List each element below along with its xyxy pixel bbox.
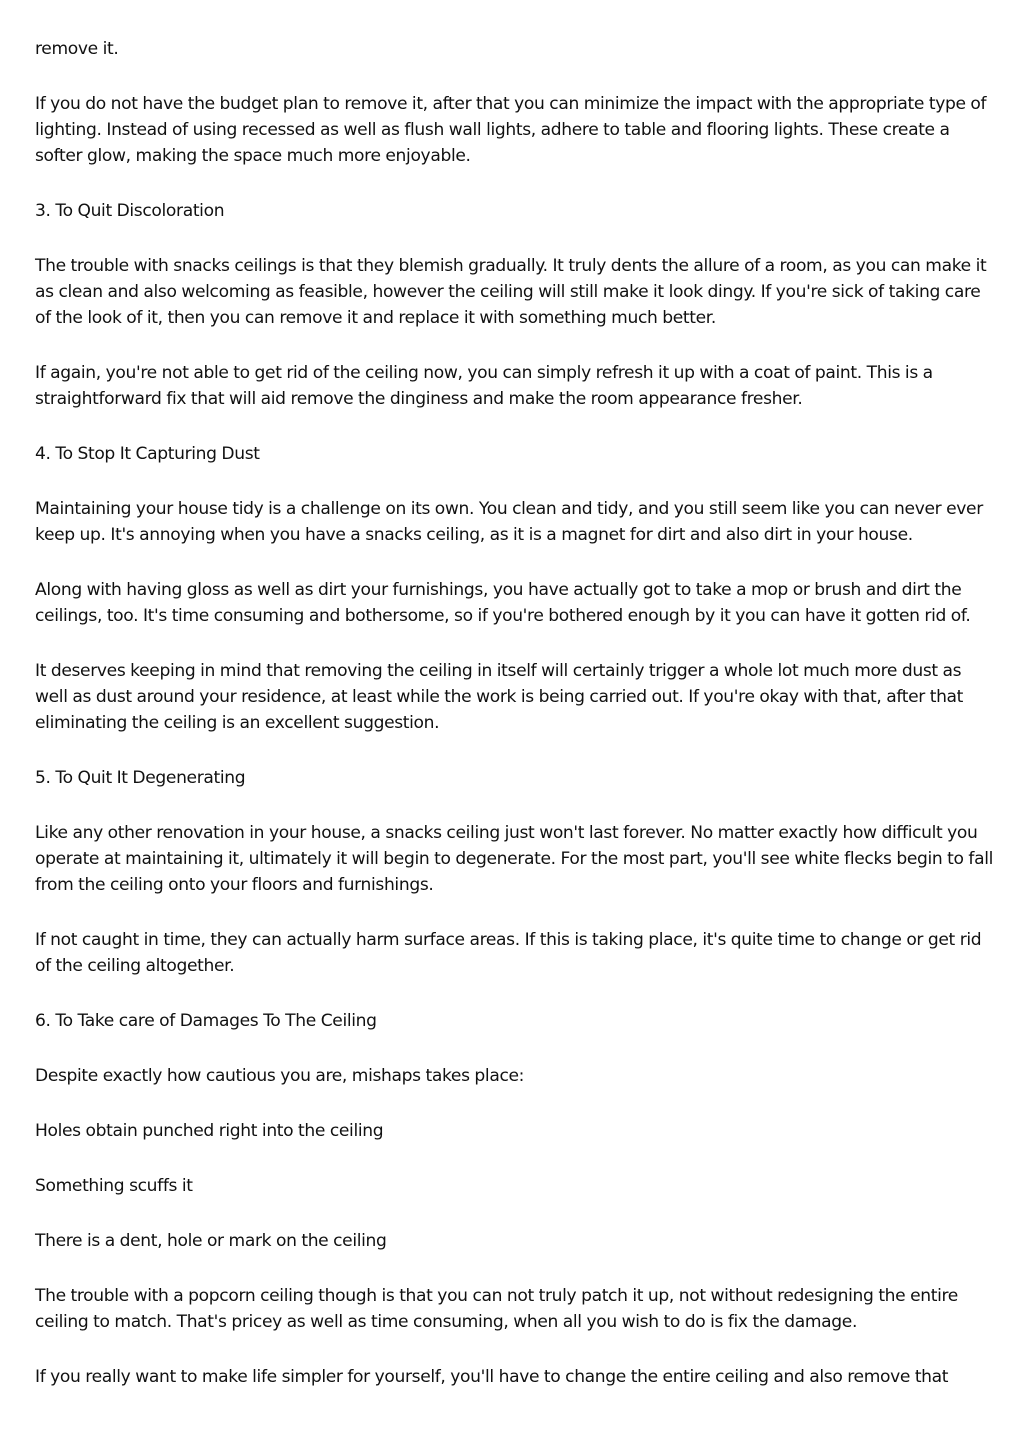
paragraph: It deserves keeping in mind that removing the ceiling in itself will certainly trigger a whole lot much more dust as well as dust around your residence, at least while the work is being carried out. If you're okay with that, after that eliminating the ceiling is an excellent suggestion. xyxy=(35,661,964,733)
paragraph: remove it. xyxy=(35,39,119,59)
list-item: Something scuffs it xyxy=(35,1176,193,1196)
paragraph: If you really want to make life simpler for yourself, you'll have to change the entire ceiling and also remove that xyxy=(35,1367,949,1387)
paragraph: The trouble with snacks ceilings is that they blemish gradually. It truly dents the allure of a room, as you can make it as clean and also welcoming as feasible, however the ceiling will still make it look dingy. If you're sick of taking care of the look of it, then you can remove it and replace it with something much better. xyxy=(35,256,987,328)
section-heading: 4. To Stop It Capturing Dust xyxy=(35,444,260,464)
paragraph: Along with having gloss as well as dirt your furnishings, you have actually got to take a mop or brush and dirt the ceilings, too. It's time consuming and bothersome, so if you're bothered enough by it you can have it gotten rid of. xyxy=(35,580,971,626)
section-heading: 6. To Take care of Damages To The Ceiling xyxy=(35,1011,377,1031)
list-item: Holes obtain punched right into the ceiling xyxy=(35,1121,384,1141)
document-body xyxy=(35,36,993,1419)
paragraph: If again, you're not able to get rid of the ceiling now, you can simply refresh it up with a coat of paint. This is a straightforward fix that will aid remove the dinginess and make the room appearance fresher. xyxy=(35,363,933,409)
paragraph: If not caught in time, they can actually harm surface areas. If this is taking place, it's quite time to change or get rid of the ceiling altogether. xyxy=(35,930,982,976)
paragraph: Like any other renovation in your house, a snacks ceiling just won't last forever. No matter exactly how difficult you operate at maintaining it, ultimately it will begin to degenerate. For the most part, you'll see white flecks begin to fall from the ceiling onto your floors and furnishings. xyxy=(35,823,993,895)
list-item: There is a dent, hole or mark on the ceiling xyxy=(35,1231,387,1251)
paragraph: Maintaining your house tidy is a challenge on its own. You clean and tidy, and you still seem like you can never ever keep up. It's annoying when you have a snacks ceiling, as it is a magnet for dirt and also dirt in your house. xyxy=(35,499,983,545)
section-heading: 5. To Quit It Degenerating xyxy=(35,768,246,788)
paragraph: If you do not have the budget plan to remove it, after that you can minimize the impact with the appropriate type of lighting. Instead of using recessed as well as flush wall lights, adhere to table and flooring lights. These create a softer glow, making the space much more enjoyable. xyxy=(35,94,987,166)
paragraph: The trouble with a popcorn ceiling though is that you can not truly patch it up, not without redesigning the entire ceiling to match. That's pricey as well as time consuming, when all you wish to do is fix the damage. xyxy=(35,1286,958,1332)
section-heading: 3. To Quit Discoloration xyxy=(35,201,225,221)
paragraph: Despite exactly how cautious you are, mishaps takes place: xyxy=(35,1066,525,1086)
